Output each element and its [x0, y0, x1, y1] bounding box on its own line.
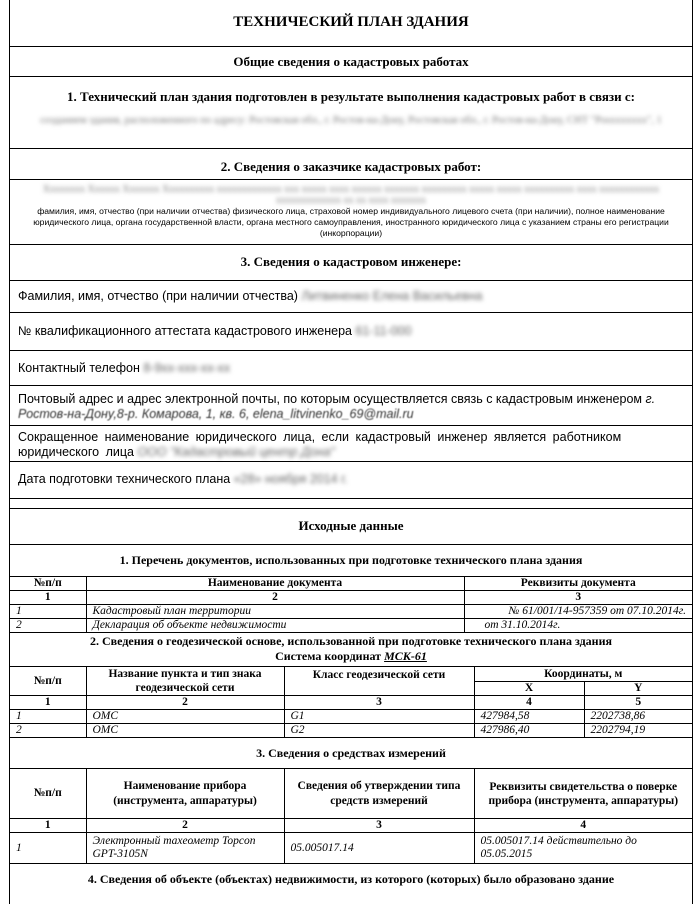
cert-label: № квалификационного аттестата кадастрового инженера — [18, 324, 353, 338]
spacer — [10, 498, 692, 508]
phone-row — [10, 350, 692, 385]
t3-row1-name: Электронный тахеометр Topcon GPT-3105N — [86, 833, 284, 864]
date-label: Дата подготовки технического плана — [18, 472, 231, 486]
t1-num-2: 2 — [86, 591, 464, 605]
cert-row — [10, 312, 692, 350]
t3-col-cert: Реквизиты свидетельства о поверке прибора (инструмента, аппаратуры) — [474, 769, 692, 819]
t2-row1-n: 1 — [10, 710, 86, 724]
general-heading: Общие сведения о кадастровых работах — [10, 46, 692, 76]
table-2-heading: 2. Сведения о геодезической основе, использованной при подготовке технического плана здания — [90, 634, 612, 648]
fio-row — [10, 280, 692, 312]
address-value-start: г. — [645, 392, 656, 406]
t2-row2-class: G2 — [284, 724, 474, 738]
fio-value: Литвиненко Елена Васильевна — [301, 289, 483, 303]
table-row — [10, 619, 692, 633]
geodetic-table — [10, 666, 692, 738]
address-row — [10, 385, 692, 425]
org-label: Сокращенное наименование юридического лица, если кадастровый инженер является работником юридического лица — [18, 430, 622, 459]
table-2-heading-block — [10, 633, 692, 666]
phone-label: Контактный телефон — [18, 361, 140, 375]
t2-num-3: 3 — [284, 696, 474, 710]
t1-col-num: №п/п — [10, 577, 86, 591]
cert-value: 61-11-000 — [355, 324, 412, 338]
table-3-heading: 3. Сведения о средствах измерений — [256, 746, 446, 760]
fio-label: Фамилия, имя, отчество (при наличии отчества) — [18, 289, 298, 303]
t3-row1-cert: 05.005017.14 действительно до 05.05.2015 — [474, 833, 692, 864]
t2-row2-x: 427986,40 — [474, 724, 584, 738]
t2-num-4: 4 — [474, 696, 584, 710]
t3-num-2: 2 — [86, 819, 284, 833]
org-value: ООО "Кадастровый центр Дона" — [137, 445, 335, 459]
t2-row1-name: ОМС — [86, 710, 284, 724]
date-row — [10, 461, 692, 498]
t2-row2-name: ОМС — [86, 724, 284, 738]
t2-col-class: Класс геодезической сети — [284, 667, 474, 696]
section-2-caption: фамилия, имя, отчество (при наличии отчества) физического лица, страховой номер индивидуального лицевого счета (при наличии), полное наименование юридического лица, органа государственной власти, органа местного самоуправления, иностранного юридического лица с указанием страны его регистрации (инкорпорации) — [33, 206, 669, 238]
t1-col-req: Реквизиты документа — [464, 577, 692, 591]
t2-col-y: Y — [584, 682, 692, 696]
documents-table — [10, 576, 692, 633]
table-1-heading: 1. Перечень документов, использованных при подготовке технического плана здания — [10, 544, 692, 576]
t1-row2-name: Декларация об объекте недвижимости — [86, 619, 464, 633]
coord-system-label: Система координат — [275, 649, 382, 663]
section-4-heading: 4. Сведения об объекте (объектах) недвижимости, из которого (которых) было образовано здание — [87, 872, 615, 886]
t2-num-5: 5 — [584, 696, 692, 710]
source-heading: Исходные данные — [10, 508, 692, 544]
table-row — [10, 710, 692, 724]
t1-col-name: Наименование документа — [86, 577, 464, 591]
t3-num-1: 1 — [10, 819, 86, 833]
t2-row2-y: 2202794,19 — [584, 724, 692, 738]
t2-row1-x: 427984,58 — [474, 710, 584, 724]
table-row — [10, 833, 692, 864]
t2-row1-class: G1 — [284, 710, 474, 724]
table-row — [10, 605, 692, 619]
org-row — [10, 425, 692, 461]
t1-row1-name: Кадастровый план территории — [86, 605, 464, 619]
t3-col-name: Наименование прибора (инструмента, аппаратуры) — [86, 769, 284, 819]
t2-col-name: Название пункта и тип знака геодезической сети — [86, 667, 284, 696]
t1-row2-req: от 31.10.2014г. — [464, 619, 692, 633]
t2-col-x: X — [474, 682, 584, 696]
section-1-text: созданием здания, расположенного по адресу: Ростовская обл., г. Ростов-на-Дону, Ростовская обл., г. Ростов-на-Дону, СНТ "Posxxxxxxx", 1 — [40, 115, 662, 126]
t1-row1-n: 1 — [10, 605, 86, 619]
t1-num-1: 1 — [10, 591, 86, 605]
t2-col-num: №п/п — [10, 667, 86, 696]
address-value: Ростов-на-Дону,8-р. Комарова, 1, кв. 6, elena_litvinenko_69@mail.ru — [18, 407, 414, 421]
t2-num-1: 1 — [10, 696, 86, 710]
t3-num-4: 4 — [474, 819, 692, 833]
section-3-heading: 3. Сведения о кадастровом инженере: — [10, 244, 692, 280]
address-label: Почтовый адрес и адрес электронной почты, по которым осуществляется связь с кадастровым инженером — [18, 392, 642, 406]
coord-system — [10, 649, 692, 664]
section-2-heading: 2. Сведения о заказчике кадастровых работ: — [220, 159, 482, 174]
document-page — [9, 0, 693, 904]
phone-value: 8-9xx-xxx-xx-xx — [143, 361, 231, 375]
t3-num-3: 3 — [284, 819, 474, 833]
t3-col-type: Сведения об утверждении типа средств измерений — [284, 769, 474, 819]
instruments-table — [10, 768, 692, 864]
t2-col-coords: Координаты, м — [474, 667, 692, 682]
t2-row1-y: 2202738,86 — [584, 710, 692, 724]
section-1 — [10, 76, 692, 148]
t2-num-2: 2 — [86, 696, 284, 710]
section-1-heading: 1. Технический план здания подготовлен в результате выполнения кадастровых работ в связи с: — [67, 89, 635, 104]
section-2 — [10, 148, 692, 244]
t2-row2-n: 2 — [10, 724, 86, 738]
t3-col-num: №п/п — [10, 769, 86, 819]
section-2-text: Xxxxxxxx Xxxxxx Xxxxxxx Xxxxxxxxxx xxxxxxxxxxxxx xxx xxxxx xxxx xxxxxx xxxxxxx xxxxxxxxx xxxxx xxxxx xxxxxxxxxx xxxx xxxxxxxxxxxx xxxxxxxxxxxxx xx xx xxxx xxxxxxx — [42, 184, 660, 206]
t1-row1-req: № 61/001/14-957359 от 07.10.2014г. — [464, 605, 692, 619]
t1-row2-n: 2 — [10, 619, 86, 633]
document-title: ТЕХНИЧЕСКИЙ ПЛАН ЗДАНИЯ — [233, 14, 469, 30]
table-row — [10, 724, 692, 738]
date-value: «28» ноября 2014 г. — [233, 472, 348, 486]
coord-system-value: МСК-61 — [384, 649, 427, 663]
t1-num-3: 3 — [464, 591, 692, 605]
t3-row1-n: 1 — [10, 833, 86, 864]
t3-row1-type: 05.005017.14 — [284, 833, 474, 864]
